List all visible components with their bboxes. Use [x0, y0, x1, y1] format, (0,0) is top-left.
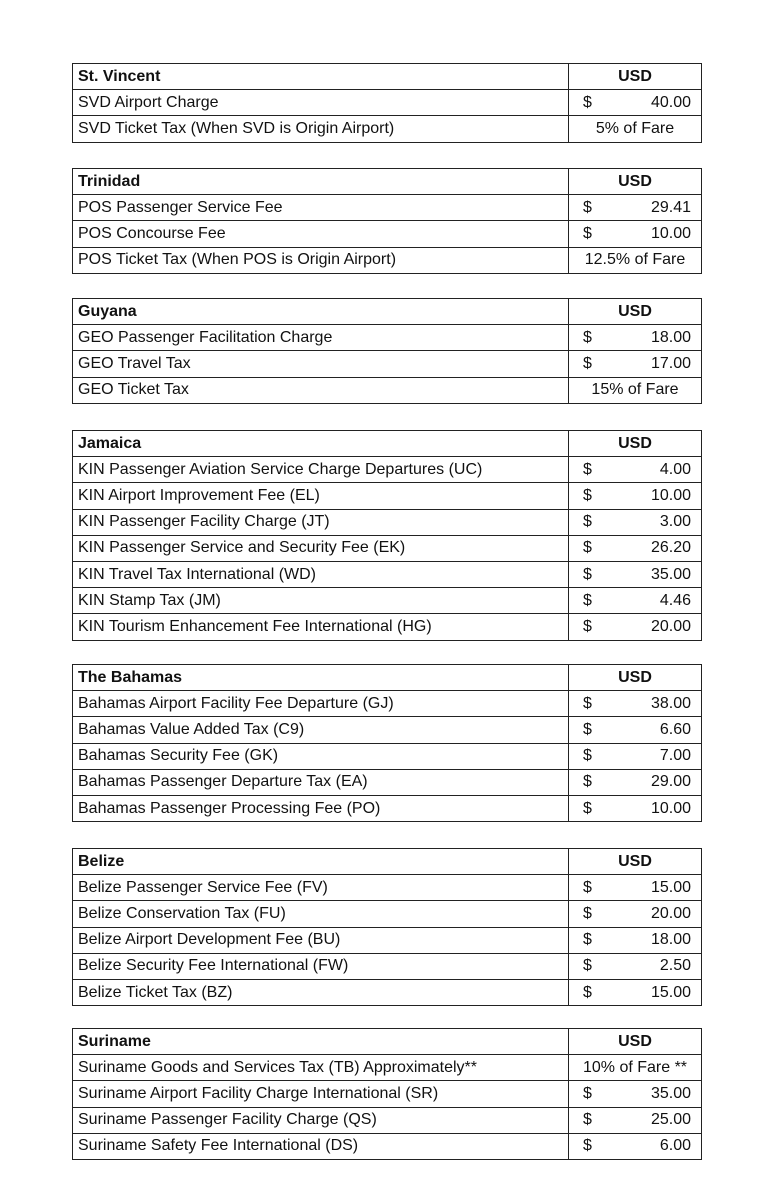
country-heading: St. Vincent: [73, 64, 569, 90]
fee-amount-cell: [569, 717, 702, 743]
fee-amount-cell: [569, 588, 702, 614]
table-row: [73, 1055, 702, 1081]
currency-symbol: $: [583, 354, 592, 372]
currency-symbol: $: [583, 904, 592, 922]
fee-label: GEO Ticket Tax: [73, 377, 569, 403]
fee-label: Belize Airport Development Fee (BU): [73, 927, 569, 953]
fee-percentage: 12.5% of Fare: [569, 247, 702, 273]
currency-symbol: $: [583, 617, 592, 635]
country-heading: Jamaica: [73, 431, 569, 457]
fee-amount-cell: [569, 1133, 702, 1159]
fee-amount-cell: [569, 195, 702, 221]
table-row: [73, 1081, 702, 1107]
fee-table-st-vincent: [72, 63, 702, 143]
currency-heading: USD: [569, 299, 702, 325]
fee-label: Bahamas Passenger Departure Tax (EA): [73, 769, 569, 795]
fee-amount: 29.41: [650, 198, 691, 216]
fee-amount-cell: [569, 769, 702, 795]
fee-table-suriname: [72, 1028, 702, 1160]
table-row: [73, 116, 702, 142]
fee-label: KIN Tourism Enhancement Fee International (HG): [73, 614, 569, 640]
currency-heading: USD: [569, 431, 702, 457]
fee-amount-cell: [569, 614, 702, 640]
table-row: [73, 953, 702, 979]
fee-amount-cell: [569, 351, 702, 377]
currency-symbol: $: [583, 1111, 592, 1129]
fee-amount-cell: [569, 325, 702, 351]
fee-amount: 20.00: [650, 904, 691, 922]
fee-amount: 18.00: [650, 328, 691, 346]
fee-amount-cell: [569, 927, 702, 953]
fee-amount-cell: [569, 90, 702, 116]
fee-amount-cell: [569, 509, 702, 535]
fee-label: KIN Stamp Tax (JM): [73, 588, 569, 614]
fee-label: Bahamas Value Added Tax (C9): [73, 717, 569, 743]
table-row: [73, 927, 702, 953]
fee-label: Belize Ticket Tax (BZ): [73, 979, 569, 1005]
fee-amount-cell: [569, 1107, 702, 1133]
country-heading: Guyana: [73, 299, 569, 325]
fee-amount-cell: [569, 561, 702, 587]
table-header-row: [73, 849, 702, 875]
fee-label: Bahamas Security Fee (GK): [73, 743, 569, 769]
fee-amount: 35.00: [650, 565, 691, 583]
fee-percentage: 5% of Fare: [569, 116, 702, 142]
currency-symbol: $: [583, 486, 592, 504]
table-row: [73, 769, 702, 795]
table-row: [73, 1107, 702, 1133]
table-row: [73, 717, 702, 743]
table-row: [73, 743, 702, 769]
currency-symbol: $: [583, 1084, 592, 1102]
fee-amount: 2.50: [659, 957, 691, 975]
table-row: [73, 457, 702, 483]
fee-label: Belize Passenger Service Fee (FV): [73, 875, 569, 901]
fee-amount: 25.00: [650, 1111, 691, 1129]
fee-amount-cell: [569, 691, 702, 717]
table-header-row: [73, 431, 702, 457]
table-row: [73, 377, 702, 403]
currency-symbol: $: [583, 224, 592, 242]
currency-symbol: $: [583, 799, 592, 817]
currency-symbol: $: [583, 957, 592, 975]
fee-label: KIN Travel Tax International (WD): [73, 561, 569, 587]
table-row: [73, 561, 702, 587]
fee-amount: 26.20: [650, 539, 691, 557]
table-row: [73, 90, 702, 116]
fee-label: Suriname Passenger Facility Charge (QS): [73, 1107, 569, 1133]
fee-label: KIN Passenger Aviation Service Charge Departures (UC): [73, 457, 569, 483]
currency-symbol: $: [583, 747, 592, 765]
fee-percentage: 15% of Fare: [569, 377, 702, 403]
fee-amount-cell: [569, 483, 702, 509]
fee-label: GEO Travel Tax: [73, 351, 569, 377]
table-header-row: [73, 169, 702, 195]
fee-amount: 4.46: [659, 591, 691, 609]
fee-label: Bahamas Airport Facility Fee Departure (GJ): [73, 691, 569, 717]
fee-amount: 20.00: [650, 617, 691, 635]
table-header-row: [73, 64, 702, 90]
country-heading: Belize: [73, 849, 569, 875]
fee-amount: 10.00: [650, 224, 691, 242]
fee-amount: 6.60: [659, 720, 691, 738]
fee-amount-cell: [569, 535, 702, 561]
fee-amount: 18.00: [650, 931, 691, 949]
table-row: [73, 588, 702, 614]
table-row: [73, 325, 702, 351]
currency-symbol: $: [583, 539, 592, 557]
table-row: [73, 351, 702, 377]
country-heading: The Bahamas: [73, 665, 569, 691]
currency-heading: USD: [569, 1029, 702, 1055]
country-heading: Trinidad: [73, 169, 569, 195]
currency-symbol: $: [583, 773, 592, 791]
currency-symbol: $: [583, 720, 592, 738]
fee-amount-cell: [569, 1081, 702, 1107]
fee-amount-cell: [569, 875, 702, 901]
fee-label: KIN Passenger Facility Charge (JT): [73, 509, 569, 535]
currency-symbol: $: [583, 878, 592, 896]
table-header-row: [73, 665, 702, 691]
currency-symbol: $: [583, 93, 592, 111]
fee-percentage: 10% of Fare **: [569, 1055, 702, 1081]
fee-amount: 35.00: [650, 1084, 691, 1102]
fee-amount: 10.00: [650, 799, 691, 817]
table-row: [73, 535, 702, 561]
fee-amount: 6.00: [659, 1137, 691, 1155]
table-row: [73, 901, 702, 927]
currency-symbol: $: [583, 694, 592, 712]
currency-heading: USD: [569, 849, 702, 875]
fee-amount: 17.00: [650, 354, 691, 372]
fee-amount: 29.00: [650, 773, 691, 791]
currency-symbol: $: [583, 1137, 592, 1155]
fee-label: POS Concourse Fee: [73, 221, 569, 247]
fee-amount: 3.00: [659, 513, 691, 531]
fee-label: POS Passenger Service Fee: [73, 195, 569, 221]
table-row: [73, 509, 702, 535]
fee-label: KIN Airport Improvement Fee (EL): [73, 483, 569, 509]
fee-label: SVD Ticket Tax (When SVD is Origin Airport): [73, 116, 569, 142]
currency-symbol: $: [583, 460, 592, 478]
currency-symbol: $: [583, 328, 592, 346]
fee-table-the-bahamas: [72, 664, 702, 822]
table-row: [73, 1133, 702, 1159]
currency-symbol: $: [583, 565, 592, 583]
currency-heading: USD: [569, 64, 702, 90]
table-header-row: [73, 1029, 702, 1055]
fee-label: Suriname Airport Facility Charge International (SR): [73, 1081, 569, 1107]
currency-symbol: $: [583, 983, 592, 1001]
fee-table-belize: [72, 848, 702, 1006]
country-heading: Suriname: [73, 1029, 569, 1055]
table-row: [73, 247, 702, 273]
table-row: [73, 221, 702, 247]
fee-label: GEO Passenger Facilitation Charge: [73, 325, 569, 351]
fee-amount: 10.00: [650, 486, 691, 504]
fee-amount-cell: [569, 795, 702, 821]
fee-amount: 15.00: [650, 878, 691, 896]
table-row: [73, 195, 702, 221]
table-row: [73, 795, 702, 821]
table-row: [73, 614, 702, 640]
fee-label: Suriname Goods and Services Tax (TB) Approximately**: [73, 1055, 569, 1081]
fee-table-jamaica: [72, 430, 702, 641]
currency-symbol: $: [583, 931, 592, 949]
fee-amount: 15.00: [650, 983, 691, 1001]
fee-label: Bahamas Passenger Processing Fee (PO): [73, 795, 569, 821]
fee-amount-cell: [569, 953, 702, 979]
fee-label: SVD Airport Charge: [73, 90, 569, 116]
fee-amount-cell: [569, 457, 702, 483]
table-row: [73, 483, 702, 509]
fee-label: POS Ticket Tax (When POS is Origin Airport): [73, 247, 569, 273]
fee-amount-cell: [569, 221, 702, 247]
fee-label: KIN Passenger Service and Security Fee (EK): [73, 535, 569, 561]
fee-amount: 38.00: [650, 694, 691, 712]
fee-table-guyana: [72, 298, 702, 404]
fee-amount: 40.00: [650, 93, 691, 111]
currency-symbol: $: [583, 513, 592, 531]
currency-symbol: $: [583, 591, 592, 609]
fee-amount: 4.00: [659, 460, 691, 478]
fee-table-trinidad: [72, 168, 702, 274]
table-row: [73, 979, 702, 1005]
fee-label: Belize Security Fee International (FW): [73, 953, 569, 979]
fee-label: Suriname Safety Fee International (DS): [73, 1133, 569, 1159]
fee-amount-cell: [569, 979, 702, 1005]
table-row: [73, 691, 702, 717]
currency-heading: USD: [569, 169, 702, 195]
fee-amount-cell: [569, 743, 702, 769]
table-header-row: [73, 299, 702, 325]
table-row: [73, 875, 702, 901]
fee-amount-cell: [569, 901, 702, 927]
fee-amount: 7.00: [659, 747, 691, 765]
currency-heading: USD: [569, 665, 702, 691]
fee-label: Belize Conservation Tax (FU): [73, 901, 569, 927]
currency-symbol: $: [583, 198, 592, 216]
